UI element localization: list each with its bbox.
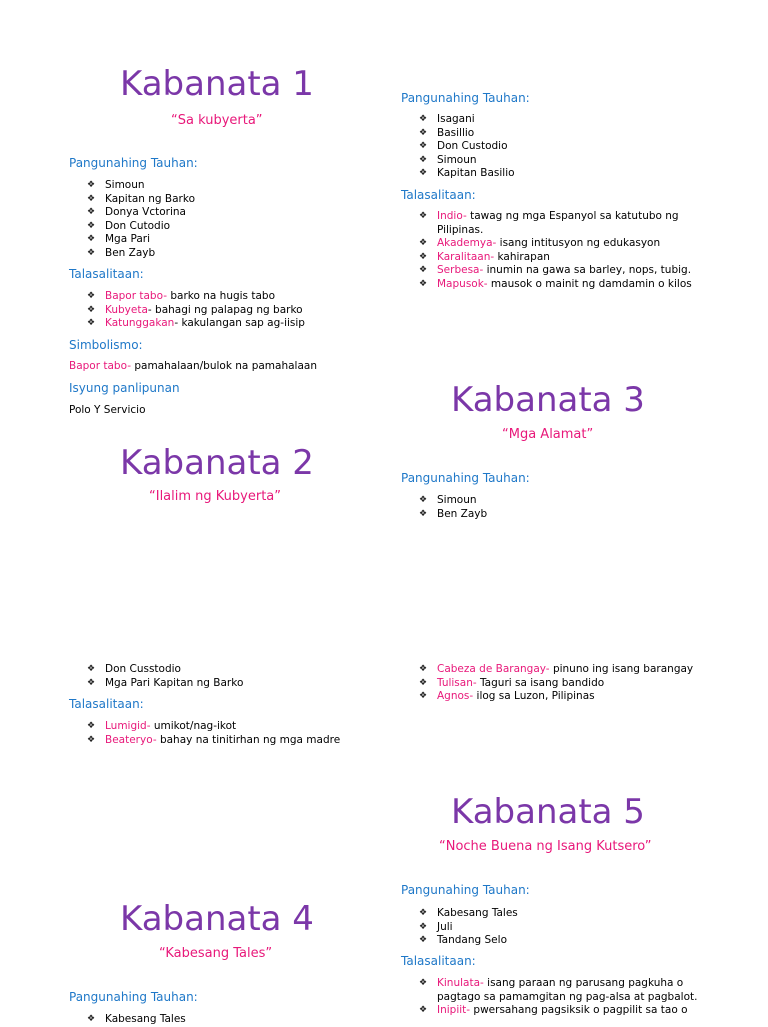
kabanata-1-subtitle: “Sa kubyerta”	[171, 113, 263, 128]
list-item: ❖ Simoun	[419, 154, 699, 168]
definition: ilog sa Luzon, Pilipinas	[473, 690, 595, 702]
term: Kubyeta	[105, 303, 148, 316]
list-item	[419, 977, 709, 1004]
list-item: ❖ Don Cutodio	[87, 220, 347, 234]
term: Akademya-	[437, 237, 497, 249]
k5-tauhan-heading: Pangunahing Tauhan:	[401, 883, 530, 897]
term: Indio-	[437, 210, 467, 222]
k1-simbolismo-text	[69, 360, 317, 374]
list-item	[419, 237, 709, 251]
list-item	[419, 690, 719, 704]
term: Cabeza de Barangay-	[437, 663, 550, 675]
definition: inumin na gawa sa barley, nops, tubig.	[483, 264, 692, 276]
kabanata-5-subtitle: “Noche Buena ng Isang Kutsero”	[439, 839, 652, 854]
kabanata-2-subtitle: “Ilalim ng Kubyerta”	[149, 489, 281, 504]
term: Inipiit-	[437, 1004, 471, 1016]
k1b-talasalitaan-list	[419, 210, 709, 291]
list-item: ❖ Basillio	[419, 127, 699, 141]
k1b-tauhan-list	[419, 113, 699, 181]
list-item: ❖ Isagani	[419, 113, 699, 127]
k5-tauhan-list	[419, 907, 679, 948]
k1-talasalitaan-list	[87, 290, 357, 331]
term: Beateryo-	[105, 733, 157, 746]
definition: - bahagi ng palapag ng barko	[147, 303, 303, 316]
definition: pinuno ing isang barangay	[549, 663, 694, 675]
term: Bapor tabo-	[69, 360, 132, 372]
k1-isyu-text: Polo Y Servicio	[69, 404, 146, 416]
k3-tauhan-heading: Pangunahing Tauhan:	[401, 471, 530, 485]
definition: tawag ng mga Espanyol sa katutubo ng Pilipinas.	[437, 210, 679, 236]
k1-simbolismo-heading: Simbolismo:	[69, 338, 143, 352]
list-item: ❖ Tandang Selo	[419, 934, 679, 948]
list-item	[419, 264, 709, 278]
term: Mapusok-	[437, 277, 488, 290]
list-item: ❖ Kapitan Basilio	[419, 167, 699, 181]
term: Kinulata-	[437, 977, 484, 989]
list-item: ❖ Juli	[419, 921, 679, 935]
definition: barko na hugis tabo	[167, 290, 276, 302]
list-item	[419, 251, 709, 265]
definition: - kakulangan sap ag-iisip	[174, 317, 305, 329]
k1-tauhan-list	[87, 179, 347, 260]
k1b-tauhan-heading: Pangunahing Tauhan:	[401, 91, 530, 105]
list-item	[419, 1004, 709, 1018]
list-item: ❖ Simoun	[419, 494, 679, 508]
list-item	[419, 210, 709, 237]
definition: kahirapan	[494, 250, 550, 263]
kabanata-1-title: Kabanata 1	[120, 64, 314, 104]
list-item	[87, 304, 357, 318]
kabanata-4-title: Kabanata 4	[120, 899, 314, 939]
definition: mausok o mainit ng damdamin o kilos	[487, 277, 692, 290]
definition: bahay na tinitirhan ng mga madre	[156, 733, 341, 746]
kabanata-5-title: Kabanata 5	[451, 792, 645, 832]
definition: umikot/nag-ikot	[150, 720, 237, 732]
k4-tauhan-heading: Pangunahing Tauhan:	[69, 990, 198, 1004]
term: Karalitaan-	[437, 250, 495, 263]
list-item	[87, 734, 367, 748]
kabanata-3-subtitle: “Mga Alamat”	[502, 427, 594, 442]
list-item: ❖ Mga Pari Kapitan ng Barko	[87, 677, 357, 691]
list-item: ❖ Kapitan ng Barko	[87, 193, 347, 207]
term: Bapor tabo-	[105, 290, 168, 302]
k4-tauhan-list	[87, 1013, 347, 1027]
definition: pwersahang pagsiksik o pagpilit sa tao o	[470, 1004, 688, 1016]
k5-talasalitaan-heading: Talasalitaan:	[401, 954, 476, 968]
term: Agnos-	[437, 690, 474, 702]
list-item: ❖ Ben Zayb	[419, 508, 679, 522]
kabanata-4-subtitle: “Kabesang Tales”	[159, 946, 273, 961]
definition: isang intitusyon ng edukasyon	[496, 237, 661, 249]
kabanata-2-title: Kabanata 2	[120, 443, 314, 483]
list-item	[87, 720, 367, 734]
k2-talasalitaan-heading: Talasalitaan:	[69, 697, 144, 711]
k2-tauhan-list-continued	[87, 663, 357, 690]
k5-talasalitaan-list	[419, 977, 709, 1018]
list-item	[87, 317, 357, 331]
list-item	[419, 278, 709, 292]
k3-tauhan-list	[419, 494, 679, 521]
list-item: ❖ Kabesang Tales	[87, 1013, 347, 1027]
list-item: ❖ Mga Pari	[87, 233, 347, 247]
list-item	[419, 663, 719, 677]
definition: pamahalaan/bulok na pamahalaan	[131, 360, 317, 372]
list-item: ❖ Don Custodio	[419, 140, 699, 154]
term: Lumigid-	[105, 720, 151, 732]
definition: Taguri sa isang bandido	[476, 676, 605, 689]
term: Katunggakan	[105, 317, 175, 329]
list-item	[87, 290, 357, 304]
kabanata-3-title: Kabanata 3	[451, 380, 645, 420]
list-item: ❖ Don Cusstodio	[87, 663, 357, 677]
list-item: ❖ Kabesang Tales	[419, 907, 679, 921]
k1-tauhan-heading: Pangunahing Tauhan:	[69, 156, 198, 170]
definition: isang paraan ng parusang pagkuha o pagtago sa pamamgitan ng pag-alsa at pagbalot.	[437, 977, 698, 1003]
k1-isyu-heading: Isyung panlipunan	[69, 381, 180, 395]
list-item: ❖ Ben Zayb	[87, 247, 347, 261]
k2-talasalitaan-list	[87, 720, 367, 747]
term: Serbesa-	[437, 264, 484, 276]
list-item: ❖ Simoun	[87, 179, 347, 193]
term: Tulisan-	[437, 676, 477, 689]
k3-talasalitaan-list-continued	[419, 663, 719, 704]
k1-talasalitaan-heading: Talasalitaan:	[69, 267, 144, 281]
k1b-talasalitaan-heading: Talasalitaan:	[401, 188, 476, 202]
list-item: ❖ Donya Vctorina	[87, 206, 347, 220]
list-item	[419, 677, 719, 691]
